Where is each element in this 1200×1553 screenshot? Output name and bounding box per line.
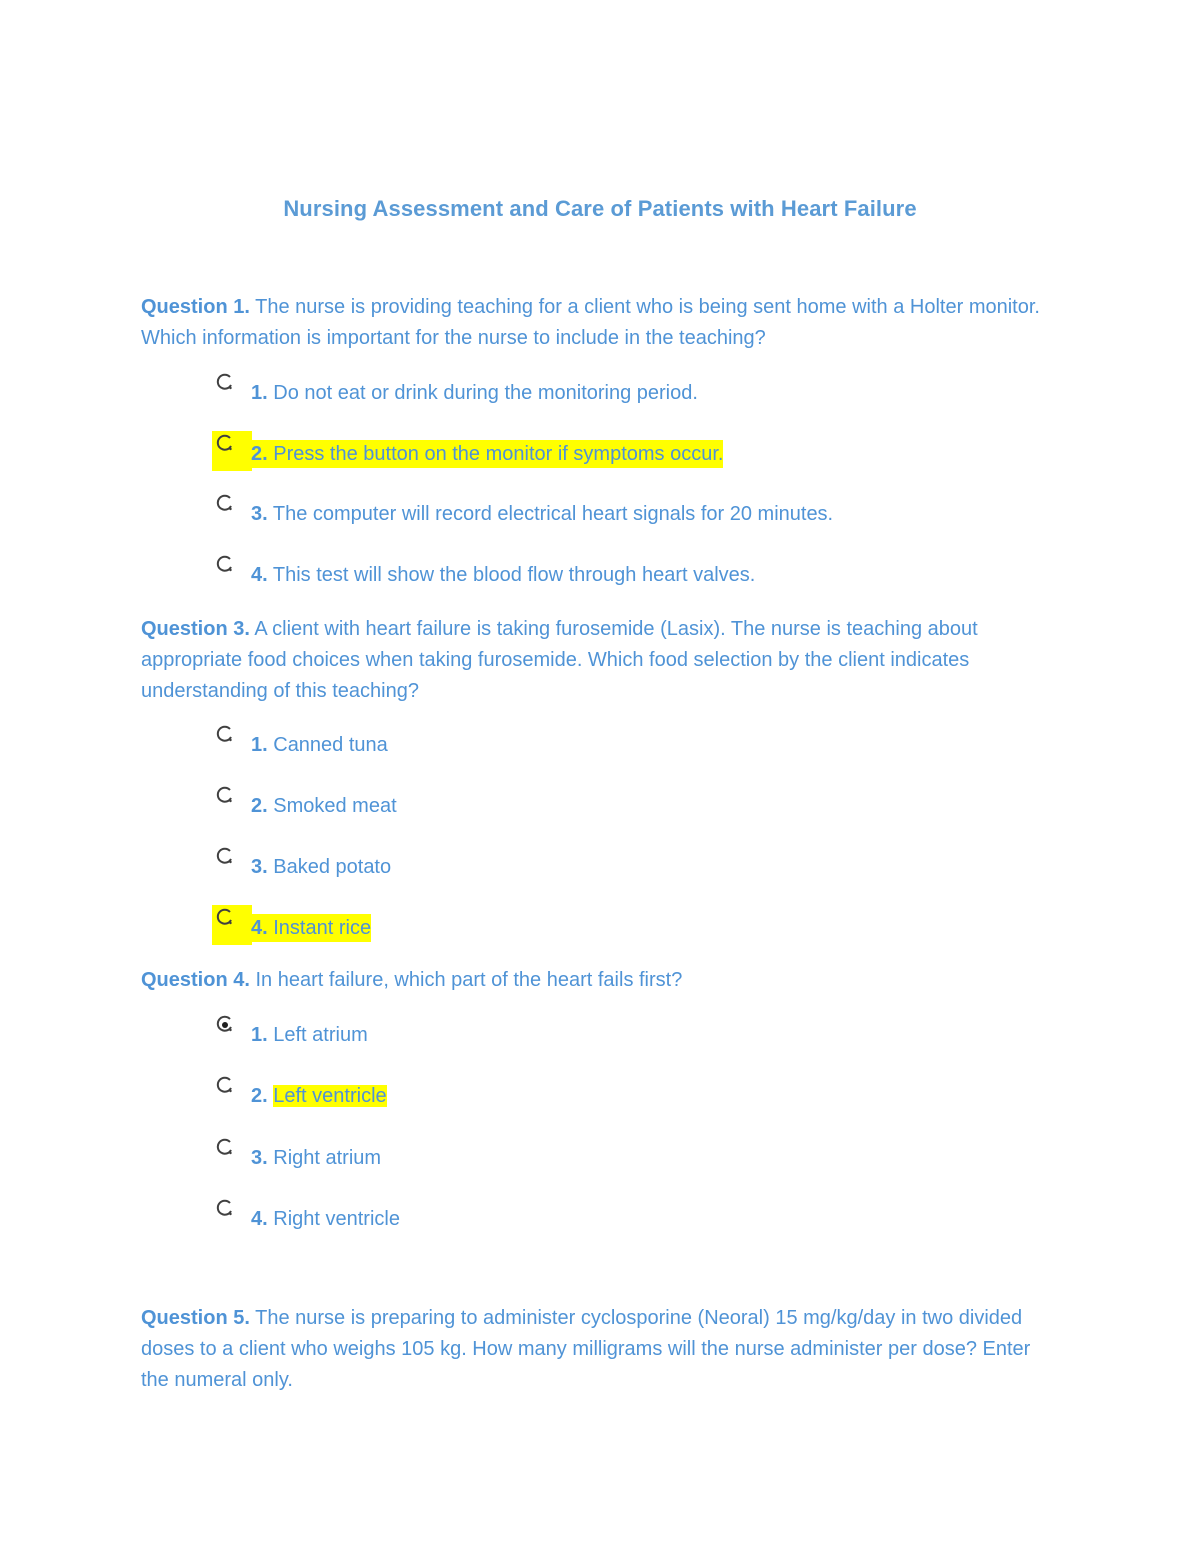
q1-option-4[interactable]	[212, 552, 1012, 592]
highlighted-answer: Left ventricle	[273, 1085, 387, 1107]
q1-option-3[interactable]	[212, 491, 1012, 531]
radio-unselected-icon[interactable]	[212, 1196, 252, 1236]
q1-option-1[interactable]	[212, 370, 1012, 410]
question-5	[141, 1303, 1061, 1396]
q3-option-4[interactable]	[212, 905, 1012, 945]
option-text: 3. Right atrium	[251, 1147, 382, 1169]
q3-option-3[interactable]	[212, 844, 1012, 884]
question-text: In heart failure, which part of the heart fails first?	[249, 969, 683, 991]
radio-unselected-icon[interactable]	[212, 491, 252, 531]
option-text: 4. Right ventricle	[251, 1208, 400, 1230]
option-text: 2. Left ventricle	[251, 1085, 387, 1107]
q3-option-1[interactable]	[212, 722, 1012, 762]
page-title: Nursing Assessment and Care of Patients with Heart Failure	[283, 196, 917, 221]
question-text: The nurse is preparing to administer cyclosporine (Neoral) 15 mg/kg/day in two divided doses to a client who weighs 105 kg. How many milligrams will the nurse administer per dose? Enter the numeral only.	[141, 1307, 1031, 1391]
radio-unselected-icon[interactable]	[212, 783, 252, 823]
radio-unselected-icon[interactable]	[212, 431, 252, 471]
question-4	[141, 965, 1061, 996]
question-label: Question 3.	[141, 618, 250, 640]
q1-option-2[interactable]	[212, 431, 1012, 471]
question-label: Question 5.	[141, 1307, 250, 1329]
question-label: Question 1.	[141, 296, 250, 318]
q4-option-3[interactable]	[212, 1135, 1012, 1175]
q4-option-4[interactable]	[212, 1196, 1012, 1236]
option-text: 1. Do not eat or drink during the monitoring period.	[251, 382, 698, 404]
q4-option-1[interactable]	[212, 1012, 1012, 1052]
radio-unselected-icon[interactable]	[212, 370, 252, 410]
question-text: A client with heart failure is taking furosemide (Lasix). The nurse is teaching about appropriate food choices when taking furosemide. Which food selection by the client indicates understanding of this teaching?	[141, 618, 978, 702]
option-text: 1. Left atrium	[251, 1024, 368, 1046]
option-text: 3. The computer will record electrical heart signals for 20 minutes.	[251, 503, 834, 525]
radio-unselected-icon[interactable]	[212, 1135, 252, 1175]
radio-unselected-icon[interactable]	[212, 1073, 252, 1113]
radio-unselected-icon[interactable]	[212, 722, 252, 762]
question-label: Question 4.	[141, 969, 250, 991]
q3-option-2[interactable]	[212, 783, 1012, 823]
option-text: 4. This test will show the blood flow through heart valves.	[251, 564, 756, 586]
option-text: 2. Press the button on the monitor if symptoms occur.	[251, 440, 723, 468]
q4-option-2[interactable]	[212, 1073, 1012, 1113]
radio-unselected-icon[interactable]	[212, 844, 252, 884]
question-text: The nurse is providing teaching for a client who is being sent home with a Holter monitor. Which information is important for the nurse to include in the teaching?	[141, 296, 1040, 349]
question-1	[141, 292, 1061, 354]
radio-unselected-icon[interactable]	[212, 905, 252, 945]
question-3	[141, 614, 1061, 707]
radio-selected-icon[interactable]	[212, 1012, 252, 1052]
option-text: 4. Instant rice	[251, 914, 371, 942]
option-text: 3. Baked potato	[251, 856, 392, 878]
option-text: 2. Smoked meat	[251, 795, 397, 817]
radio-unselected-icon[interactable]	[212, 552, 252, 592]
option-text: 1. Canned tuna	[251, 734, 388, 756]
